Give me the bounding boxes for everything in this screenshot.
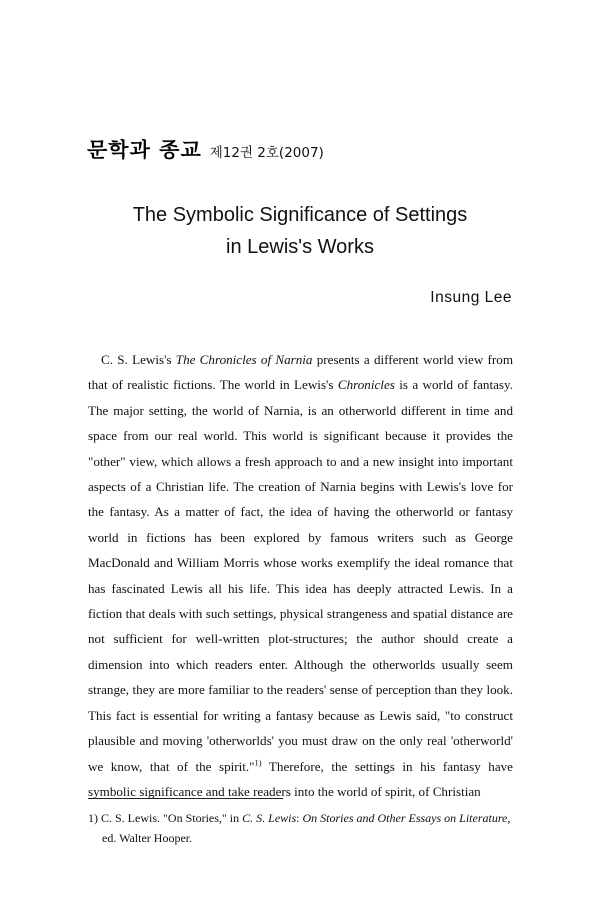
footnote-italic: C. S. Lewis xyxy=(242,811,297,825)
body-text-run: Therefore, the settings in his fantasy have symbolic significance and take readers into the world of spirit, of Christian xyxy=(88,758,513,799)
body-text-run: presents a different world view from that of realistic fictions. The world in Lewis's xyxy=(88,352,513,393)
footnote xyxy=(88,808,513,848)
footnote-number: 1) xyxy=(88,811,101,825)
article-title-line-1: The Symbolic Significance of Settings xyxy=(132,204,468,226)
footnote-text: C. S. Lewis. "On Stories," in xyxy=(101,811,243,825)
body-paragraph xyxy=(88,347,513,804)
journal-header xyxy=(87,134,324,160)
footnote-book-title: On Stories and Other Essays on Literature xyxy=(302,811,508,825)
footnote-text: , xyxy=(507,811,511,825)
footnote-editor: ed. Walter Hooper. xyxy=(102,831,193,845)
author-name: Insung Lee xyxy=(430,289,512,306)
article-title-line-2: in Lewis's Works xyxy=(226,236,374,258)
volume-info: 제12권 2호(2007) xyxy=(209,145,324,161)
book-title-italic: Chronicles xyxy=(337,377,395,393)
body-text xyxy=(88,347,513,804)
journal-name-logo: 문학과 종교 xyxy=(87,138,202,162)
body-text-run: C. S. Lewis's xyxy=(101,352,176,367)
footnote-text: : xyxy=(296,811,303,825)
book-title-italic: The Chronicles of Narnia xyxy=(175,352,313,367)
footnote-reference: 1) xyxy=(254,757,262,768)
footnote-divider xyxy=(88,798,283,799)
body-text-run: is a world of fantasy. The major setting, the world of Narnia, is an otherworld different in time and space from our real world. This world is significant because it provides the "other" view, which allows a fresh approach to and a new insight into important aspects of a Christian life. The creation of Narnia begins with Lewis's love for the fantasy. As a matter of fact, the idea of having the otherworld or fantasy world in fictions has been explored by famous writers such as George MacDonald and William Morris whose works exemplify the ideal romance that has fascinated Lewis all his life. This idea has deeply attracted Lewis. In a fiction that deals with such settings, physical strangeness and spatial distance are not sufficient for well-written plot-structures; the author should create a dimension into which readers enter. Although the otherworlds usually seem strange, they are more familiar to the readers' sense of perception than they look. This fact is essential for writing a fantasy because as Lewis said, "to construct plausible and moving 'otherworlds' you must draw on the only real 'otherworld' we know, that of the spirit." xyxy=(88,377,513,774)
